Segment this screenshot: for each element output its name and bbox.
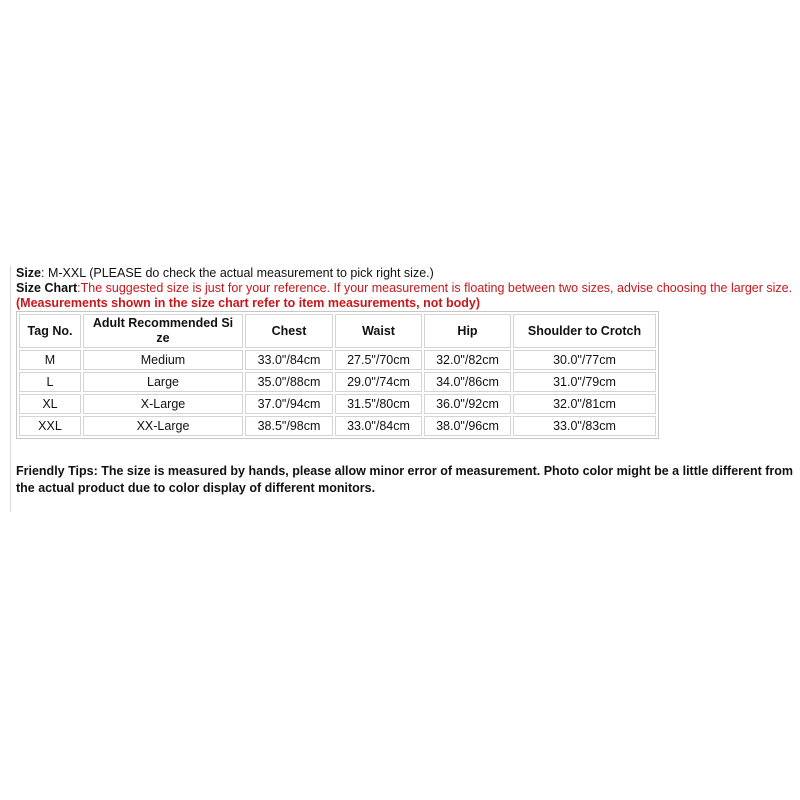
cell-shoulder-to-crotch: 32.0"/81cm (513, 394, 656, 414)
header-chest: Chest (245, 314, 333, 348)
cell-hip: 36.0"/92cm (424, 394, 511, 414)
size-note: (PLEASE do check the actual measurement to pick right size.) (89, 266, 434, 280)
size-line (16, 266, 800, 281)
table-header-row (19, 314, 656, 348)
size-info-panel (10, 266, 800, 512)
header-waist: Waist (335, 314, 422, 348)
cell-tag: L (19, 372, 81, 392)
size-sep: : (41, 266, 48, 280)
cell-size-name: X-Large (83, 394, 243, 414)
cell-chest: 35.0"/88cm (245, 372, 333, 392)
header-shoulder-to-crotch: Shoulder to Crotch (513, 314, 656, 348)
friendly-tips: Friendly Tips: The size is measured by hands, please allow minor error of measurement. Photo color might be a little different from the actual product due to color display of different monitors. (16, 464, 794, 495)
cell-chest: 37.0"/94cm (245, 394, 333, 414)
table-row (19, 372, 656, 392)
cell-size-name: Medium (83, 350, 243, 370)
size-chart-text: The suggested size is just for your reference. If your measurement is floating between two sizes, advise choosing the larger size. (80, 281, 793, 295)
cell-tag: XXL (19, 416, 81, 436)
cell-shoulder-to-crotch: 30.0"/77cm (513, 350, 656, 370)
size-chart-intro (16, 281, 798, 311)
cell-size-name: Large (83, 372, 243, 392)
header-hip: Hip (424, 314, 511, 348)
cell-shoulder-to-crotch: 31.0"/79cm (513, 372, 656, 392)
table-row (19, 350, 656, 370)
cell-chest: 38.5"/98cm (245, 416, 333, 436)
cell-waist: 29.0"/74cm (335, 372, 422, 392)
table-row (19, 416, 656, 436)
size-chart-sep: : (77, 281, 81, 295)
size-label: Size (16, 266, 42, 280)
cell-hip: 32.0"/82cm (424, 350, 511, 370)
cell-hip: 34.0"/86cm (424, 372, 511, 392)
cell-waist: 33.0"/84cm (335, 416, 422, 436)
size-range: M-XXL (47, 266, 90, 280)
size-table (16, 311, 659, 439)
header-tag-no: Tag No. (19, 314, 81, 348)
header-adult-recommended-size: Adult Recommended Si ze (83, 314, 243, 348)
size-chart-label: Size Chart (16, 281, 78, 295)
size-chart-emphasis: (Measurements shown in the size chart refer to item measurements, not body) (16, 296, 480, 310)
cell-waist: 27.5"/70cm (335, 350, 422, 370)
cell-shoulder-to-crotch: 33.0"/83cm (513, 416, 656, 436)
cell-size-name: XX-Large (83, 416, 243, 436)
cell-tag: M (19, 350, 81, 370)
cell-hip: 38.0"/96cm (424, 416, 511, 436)
table-row (19, 394, 656, 414)
cell-chest: 33.0"/84cm (245, 350, 333, 370)
cell-waist: 31.5"/80cm (335, 394, 422, 414)
cell-tag: XL (19, 394, 81, 414)
